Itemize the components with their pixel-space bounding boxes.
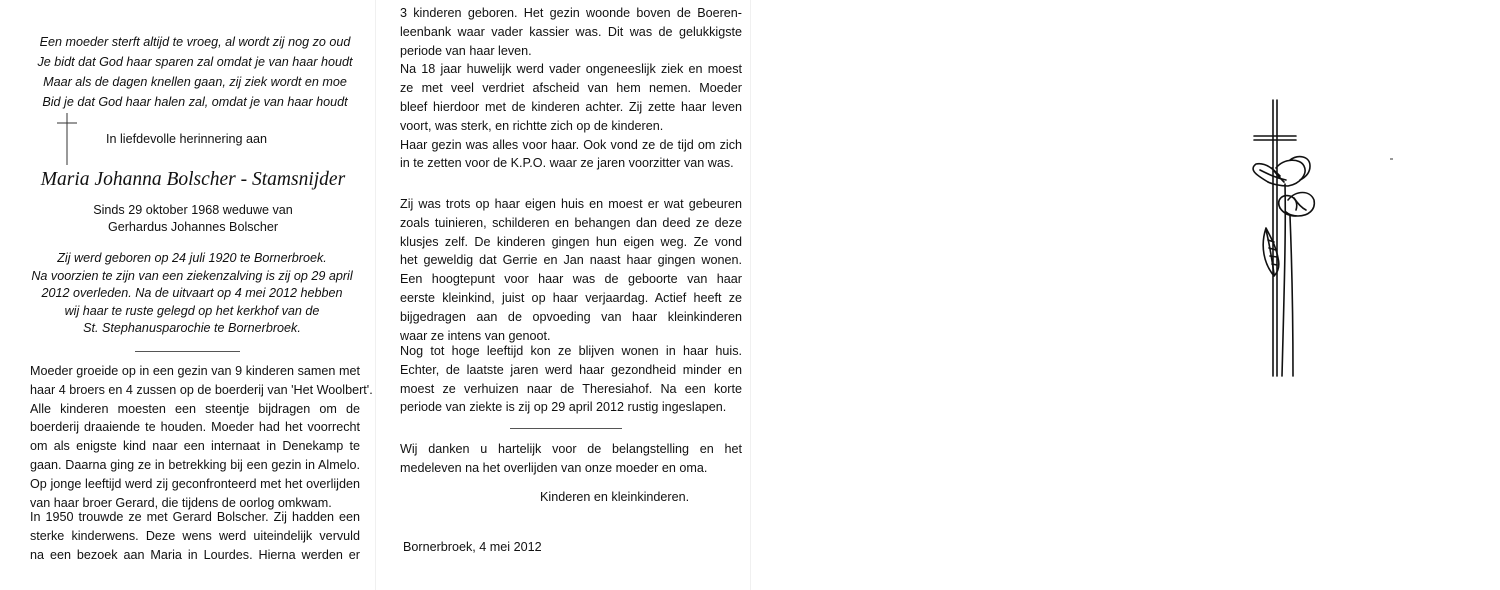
birth-line: wij haar te ruste gelegd op het kerkhof van de xyxy=(64,303,320,318)
text-line: sterke kinderwens. Deze wens werd uiteindelijk vervuld xyxy=(30,528,360,543)
text-line: ze met veel verdriet afscheid van hem nemen. Moeder xyxy=(400,81,742,96)
text-line: in te zetten voor de K.P.O. waar ze jaren voorzitter van was. xyxy=(400,156,734,171)
place-date: Bornerbroek, 4 mei 2012 xyxy=(403,540,542,554)
text-line: bijgedragen aan de opvoeding van haar kleinkinderen xyxy=(400,309,742,324)
text-line: Haar gezin was alles voor haar. Ook vond ze de tijd om zich xyxy=(400,137,742,152)
widow-statement xyxy=(28,202,358,236)
text-line: Alle kinderen moesten een steentje bijdragen om de xyxy=(30,401,360,416)
text-line: om als enigste kind naar een internaat in Denekamp te xyxy=(30,439,360,454)
text-line: van haar broer Gerard, die tijdens de oorlog omkwam. xyxy=(30,495,332,510)
text-line: Een hoogtepunt voor haar was de geboorte van haar xyxy=(400,272,742,287)
text-line: periode van haar leven. xyxy=(400,43,532,58)
print-speck xyxy=(1390,158,1393,160)
poem-line: Je bidt dat God haar sparen zal omdat je van haar houdt xyxy=(37,55,353,69)
widow-line: Sinds 29 oktober 1968 weduwe van xyxy=(93,203,293,217)
final-years-paragraph xyxy=(400,342,742,417)
text-line: Nog tot hoge leeftijd kon ze blijven wonen in haar huis. xyxy=(400,344,742,358)
separator xyxy=(135,351,240,352)
home-paragraph xyxy=(400,195,742,345)
text-line: bleef hierdoor met de kinderen achter. Zij zette haar leven xyxy=(400,99,742,114)
thanks-paragraph xyxy=(400,440,742,478)
text-line: periode van ziekte is zij op 29 april 2012 rustig ingeslapen. xyxy=(400,400,727,415)
text-line: klusjes zelf. De kinderen gingen hun eigen weg. Ze vond xyxy=(400,234,742,249)
deceased-name: Maria Johanna Bolscher - Stamsnijder xyxy=(40,169,346,190)
text-line: leenbank waar vader kassier was. Dit was de gelukkigste xyxy=(400,24,742,39)
birth-line: Na voorzien te zijn van een ziekenzalving is zij op 29 april xyxy=(31,268,353,283)
text-line: het geweldig dat Gerrie en Jan naast haar gingen wonen. xyxy=(400,253,742,268)
text-line: eerste kleinkind, juist op haar verjaardag. Actief heeft ze xyxy=(400,290,742,305)
signoff: Kinderen en kleinkinderen. xyxy=(540,490,690,504)
cross-with-poppies-icon xyxy=(1230,96,1340,381)
birth-line: Zij werd geboren op 24 juli 1920 te Bornerbroek. xyxy=(57,251,327,265)
fold-line-right xyxy=(750,0,751,590)
family-paragraph xyxy=(400,4,742,173)
text-line: Moeder groeide op in een gezin van 9 kinderen samen met xyxy=(30,364,360,378)
birth-line: St. Stephanusparochie te Bornerbroek. xyxy=(83,321,301,335)
remembrance-text: In liefdevolle herinnering aan xyxy=(106,132,268,146)
cross-icon xyxy=(55,113,79,165)
separator xyxy=(510,428,622,429)
widow-line: Gerhardus Johannes Bolscher xyxy=(107,220,279,234)
text-line: Zij was trots op haar eigen huis en moest er wat gebeuren xyxy=(400,197,742,211)
fold-line-left xyxy=(375,0,376,590)
childhood-paragraph xyxy=(30,362,373,512)
poem-line: Een moeder sterft altijd te vroeg, al wordt zij nog zo oud xyxy=(39,35,351,49)
text-line: In 1950 trouwde ze met Gerard Bolscher. Zij hadden een xyxy=(30,510,360,524)
text-line: haar 4 broers en 4 zussen op de boerderij van 'Het Woolbert'. xyxy=(30,382,373,397)
marriage-paragraph xyxy=(30,508,360,564)
text-line: na een bezoek aan Maria in Lourdes. Hierna werden er xyxy=(30,547,360,562)
text-line: waar ze intens van genoot. xyxy=(400,328,551,343)
birth-line: 2012 overleden. Na de uitvaart op 4 mei 2012 hebben xyxy=(41,286,343,300)
poem-line: Bid je dat God haar halen zal, omdat je van haar houdt xyxy=(42,95,348,109)
text-line: Echter, de laatste jaren werd haar gezondheid minder en xyxy=(400,362,742,377)
text-line: Op jonge leeftijd werd zij geconfronteerd met het overlijden xyxy=(30,476,360,491)
birth-death-details xyxy=(22,250,362,338)
text-line: voort, was sterk, en richtte zich op de kinderen. xyxy=(400,118,664,133)
text-line: 3 kinderen geboren. Het gezin woonde boven de Boeren- xyxy=(400,6,742,20)
text-line: Wij danken u hartelijk voor de belangstelling en het xyxy=(400,442,742,456)
text-line: moest ze verhuizen naar de Theresiahof. Na een korte xyxy=(400,381,742,396)
text-line: zoals tuinieren, schilderen en behangen dan deed ze deze xyxy=(400,215,742,230)
text-line: gaan. Daarna ging ze in betrekking bij een gezin in Almelo. xyxy=(30,457,360,472)
poem-line: Maar als de dagen knellen gaan, zij ziek wordt en moe xyxy=(43,75,347,89)
text-line: medeleven na het overlijden van onze moeder en oma. xyxy=(400,460,708,475)
poem xyxy=(30,32,360,112)
text-line: Na 18 jaar huwelijk werd vader ongeneeslijk ziek en moest xyxy=(400,62,742,77)
text-line: boerderij draaiende te houden. Moeder had het voorrecht xyxy=(30,420,360,435)
